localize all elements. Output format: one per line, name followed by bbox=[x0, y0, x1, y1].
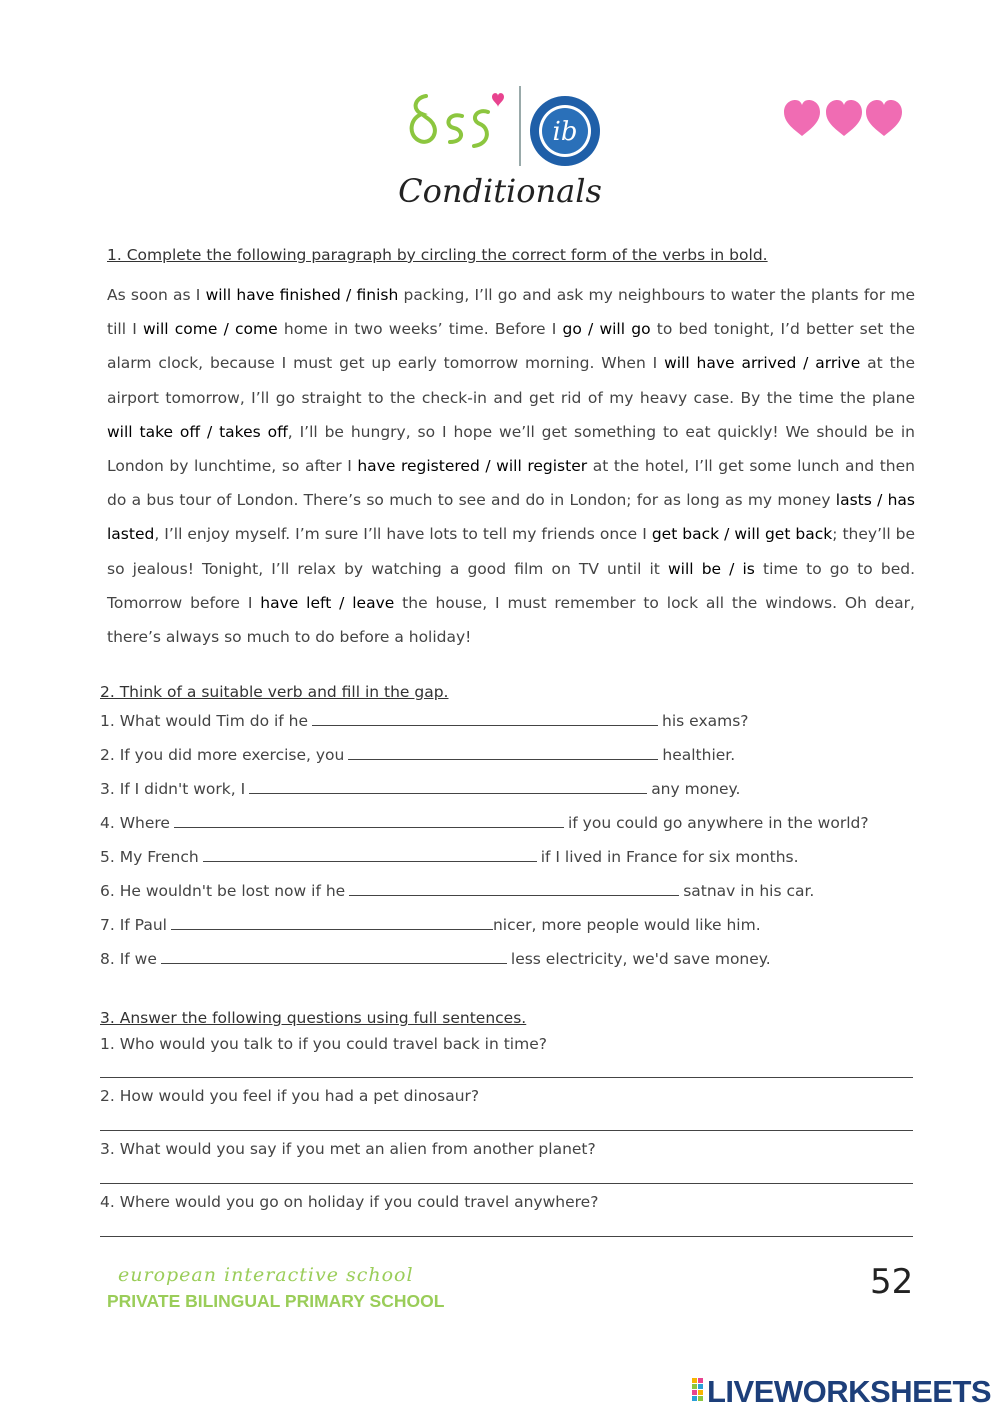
gap-item: 8. If we less electricity, we'd save money. bbox=[100, 947, 771, 968]
verb-choice[interactable]: will come / come bbox=[142, 320, 278, 339]
verb-choice[interactable]: get back / will get back bbox=[651, 525, 833, 544]
heart-icon bbox=[866, 100, 902, 136]
answer-line[interactable] bbox=[100, 1183, 913, 1184]
gap-blank[interactable] bbox=[348, 743, 658, 760]
gap-item: 2. If you did more exercise, you healthier. bbox=[100, 743, 735, 764]
gap-blank[interactable] bbox=[249, 777, 647, 794]
gap-blank[interactable] bbox=[203, 845, 537, 862]
answer-line[interactable] bbox=[100, 1077, 913, 1078]
gap-blank[interactable] bbox=[171, 913, 493, 930]
ses-logo bbox=[404, 86, 504, 168]
heart-icon bbox=[826, 100, 862, 136]
section1-heading: 1. Complete the following paragraph by circling the correct form of the verbs in bold. bbox=[107, 246, 768, 264]
verb-choice[interactable]: lasts / has lasted bbox=[107, 491, 915, 544]
verb-choice[interactable]: will have arrived / arrive bbox=[664, 354, 861, 373]
logo-divider bbox=[519, 86, 521, 166]
page-title: Conditionals bbox=[398, 172, 602, 210]
school-name: PRIVATE BILINGUAL PRIMARY SCHOOL bbox=[107, 1291, 445, 1311]
gap-item: 5. My French if I lived in France for six months. bbox=[100, 845, 799, 866]
gap-item: 1. What would Tim do if he his exams? bbox=[100, 709, 749, 730]
gap-blank[interactable] bbox=[349, 879, 679, 896]
gap-item: 3. If I didn't work, I any money. bbox=[100, 777, 740, 798]
liveworksheets-icon bbox=[692, 1378, 704, 1402]
school-script-logo: european interactive school bbox=[118, 1264, 414, 1286]
gap-blank[interactable] bbox=[174, 811, 564, 828]
verb-choice[interactable]: have left / leave bbox=[260, 593, 395, 612]
answer-line[interactable] bbox=[100, 1130, 913, 1131]
question: 2. How would you feel if you had a pet dinosaur? bbox=[100, 1087, 480, 1105]
verb-choice[interactable]: will be / is bbox=[668, 559, 755, 578]
hearts-decoration bbox=[782, 98, 906, 138]
verb-choice[interactable]: go / will go bbox=[562, 320, 651, 339]
ib-logo-letters: ib bbox=[552, 117, 578, 147]
gap-blank[interactable] bbox=[161, 947, 507, 964]
question: 1. Who would you talk to if you could travel back in time? bbox=[100, 1035, 547, 1053]
question: 4. Where would you go on holiday if you could travel anywhere? bbox=[100, 1193, 599, 1211]
section2-heading: 2. Think of a suitable verb and fill in the gap. bbox=[100, 683, 449, 701]
verb-choice[interactable]: will take off / takes off bbox=[107, 422, 288, 441]
exercise1-paragraph: As soon as I will have finished / finish packing, I’ll go and ask my neighbours to water the plants for me till I will come / come home in two weeks’ time. Before I go / will go to bed tonight, I’d better set the alarm clock, because I must get up early tomorrow morning. When I will have arrived / arrive at the airport tomorrow, I’ll go straight to the check-in and get rid of my heavy case. By the time the plane will take off / takes off, I’ll be hungry, so I hope we’ll get something to eat quickly! We should be in London by lunchtime, so after I have registered / will register at the hotel, I’ll get some lunch and then do a bus tour of London. There’s so much to see and do in London; for as long as my money lasts / has lasted, I’ll enjoy myself. I’m sure I’ll have lots to tell my friends once I get back / will get back; they’ll be so jealous! Tonight, I’ll relax by watching a good film on TV until it will be / is time to go to bed. Tomorrow before I have left / leave the house, I must remember to lock all the windows. Oh dear, there’s always so much to do before a holiday! bbox=[107, 286, 916, 647]
ib-logo bbox=[528, 94, 602, 168]
page-number: 52 bbox=[870, 1262, 914, 1302]
gap-item: 4. Where if you could go anywhere in the world? bbox=[100, 811, 869, 832]
section3-heading: 3. Answer the following questions using full sentences. bbox=[100, 1009, 527, 1027]
verb-choice[interactable]: have registered / will register bbox=[357, 457, 588, 476]
gap-item: 6. He wouldn't be lost now if he satnav in his car. bbox=[100, 879, 814, 900]
gap-item: 7. If Paul nicer, more people would like him. bbox=[100, 913, 761, 934]
heart-icon bbox=[784, 100, 820, 136]
gap-blank[interactable] bbox=[312, 709, 658, 726]
liveworksheets-brand[interactable]: LIVEWORKSHEETS bbox=[707, 1374, 992, 1409]
verb-choice[interactable]: will have finished / finish bbox=[205, 286, 399, 304]
answer-line[interactable] bbox=[100, 1236, 913, 1237]
question: 3. What would you say if you met an alien from another planet? bbox=[100, 1140, 596, 1158]
